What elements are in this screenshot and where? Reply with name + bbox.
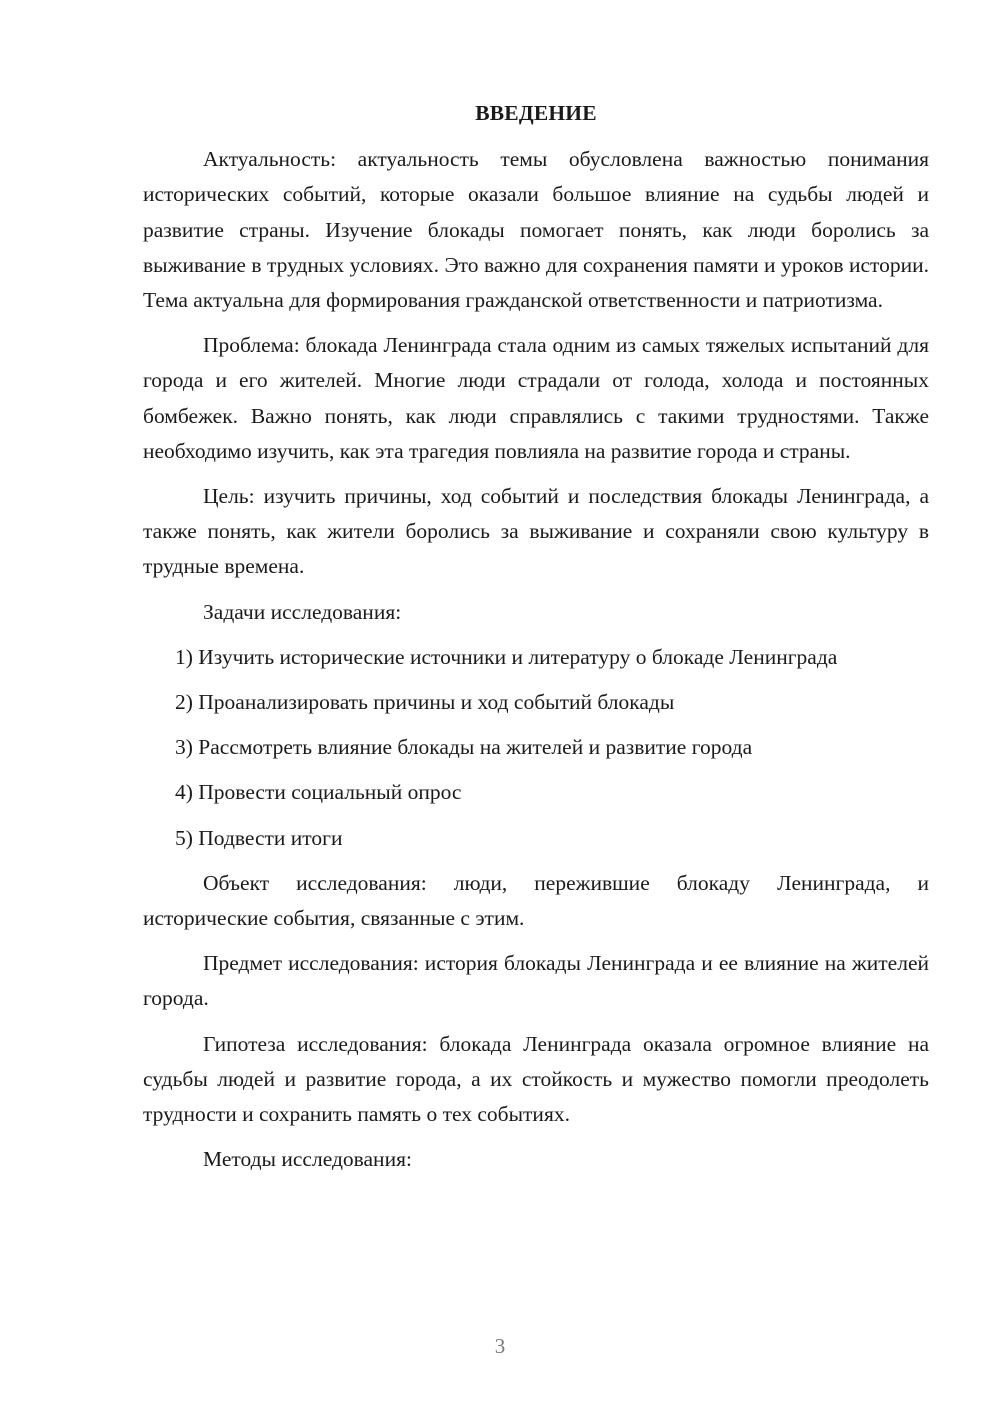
paragraph-problem: Проблема: блокада Ленинграда стала одним из самых тяжелых испытаний для города и его жителей. Многие люди страдали от голода, холода и постоянных бомбежек. Важно понять, как люди справлялись с такими трудностями. Также необходимо изучить, как эта трагедия повлияла на развитие города и страны. <box>143 333 929 463</box>
task-item: 4) Провести социальный опрос <box>175 780 462 805</box>
task-item: 1) Изучить исторические источники и литературу о блокаде Ленинграда <box>175 644 838 669</box>
paragraph-subject: Предмет исследования: история блокады Ленинграда и ее влияние на жителей города. <box>143 951 929 1011</box>
section-title: ВВЕДЕНИЕ <box>475 101 597 125</box>
tasks-heading: Задачи исследования: <box>203 599 402 624</box>
methods-heading: Методы исследования: <box>203 1147 412 1172</box>
task-item: 3) Рассмотреть влияние блокады на жителей и развитие города <box>175 735 753 760</box>
tasks-list <box>143 640 929 856</box>
task-item: 2) Проанализировать причины и ход событий блокады <box>175 690 675 715</box>
page-content <box>143 96 929 1187</box>
paragraph-hypothesis: Гипотеза исследования: блокада Ленинграда оказала огромное влияние на судьбы людей и развитие города, а их стойкость и мужество помогли преодолеть трудности и сохранить память о тех событиях. <box>143 1031 929 1127</box>
task-item: 5) Подвести итоги <box>175 825 343 850</box>
page-number: 3 <box>494 1334 506 1358</box>
paragraph-actuality: Актуальность: актуальность темы обусловлена важностью понимания исторических событий, которые оказали большое влияние на судьбы людей и развитие страны. Изучение блокады помогает понять, как люди боролись за выживание в трудных условиях. Это важно для сохранения памяти и уроков истории. Тема актуальна для формирования гражданской ответственности и патриотизма. <box>143 147 929 313</box>
paragraph-object: Объект исследования: люди, пережившие блокаду Ленинграда, и исторические события, связанные с этим. <box>143 870 929 931</box>
paragraph-goal: Цель: изучить причины, ход событий и последствия блокады Ленинграда, а также понять, как жители боролись за выживание и сохраняли свою культуру в трудные времена. <box>143 484 929 579</box>
